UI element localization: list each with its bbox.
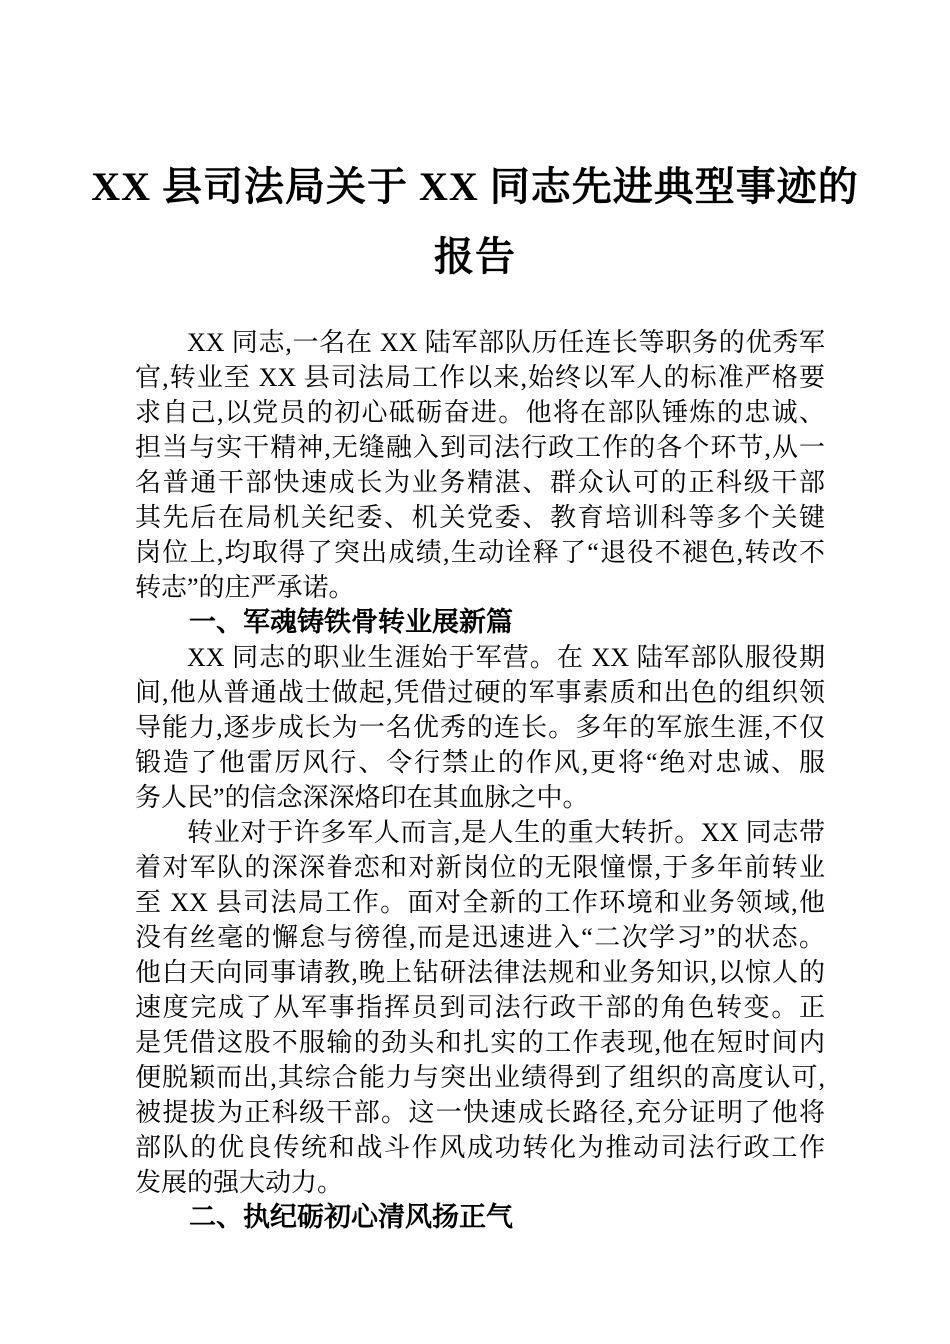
body-line: 没有丝毫的懈怠与徬徨,而是迅速进入“二次学习”的状态。 xyxy=(135,923,825,952)
document-title-line-1: XX 县司法局关于 XX 同志先进典型事迹的 xyxy=(91,164,859,209)
body-line: 间,他从普通战士做起,凭借过硬的军事素质和出色的组织领 xyxy=(135,678,825,707)
body-line: 是凭借这股不服输的劲头和扎实的工作表现,他在短时间内 xyxy=(135,1028,825,1057)
body-line: 名普通干部快速成长为业务精湛、群众认可的正科级干部 xyxy=(135,468,825,497)
body-line: 至 XX 县司法局工作。面对全新的工作环境和业务领域,他 xyxy=(135,888,825,917)
body-line: 速度完成了从军事指挥员到司法行政干部的角色转变。正 xyxy=(135,993,825,1022)
body-line: 部队的优良传统和战斗作风成功转化为推动司法行政工作 xyxy=(135,1133,825,1162)
body-line: 务人民”的信念深深烙印在其血脉之中。 xyxy=(135,783,589,812)
body-line: 他白天向同事请教,晚上钻研法律法规和业务知识,以惊人的 xyxy=(135,958,825,987)
body-line: 转志”的庄严承诺。 xyxy=(135,573,355,602)
body-line: 便脱颖而出,其综合能力与突出业绩得到了组织的高度认可, xyxy=(135,1063,825,1092)
section-heading-2: 二、执纪砺初心清风扬正气 xyxy=(189,1202,513,1232)
body-line: 被提拔为正科级干部。这一快速成长路径,充分证明了他将 xyxy=(135,1098,825,1127)
body-line: 发展的强大动力。 xyxy=(135,1168,344,1197)
body-line: 导能力,逐步成长为一名优秀的连长。多年的军旅生涯,不仅 xyxy=(135,713,825,742)
body-line: 着对军队的深深眷恋和对新岗位的无限憧憬,于多年前转业 xyxy=(135,853,825,882)
section-heading-1: 一、军魂铸铁骨转业展新篇 xyxy=(189,607,513,637)
document-title xyxy=(0,0,950,292)
body-line: 担当与实干精神,无缝融入到司法行政工作的各个环节,从一 xyxy=(135,433,825,462)
body-line: 其先后在局机关纪委、机关党委、教育培训科等多个关键 xyxy=(135,503,825,532)
document-title-line-2: 报告 xyxy=(434,234,516,279)
body-line: XX 同志,一名在 XX 陆军部队历任连长等职务的优秀军 xyxy=(187,328,825,357)
body-line: 官,转业至 XX 县司法局工作以来,始终以军人的标准严格要 xyxy=(135,363,825,392)
body-line: 转业对于许多军人而言,是人生的重大转折。XX 同志带 xyxy=(187,818,825,847)
body-line: 岗位上,均取得了突出成绩,生动诠释了“退役不褪色,转改不 xyxy=(135,538,825,567)
body-line: XX 同志的职业生涯始于军营。在 XX 陆军部队服役期 xyxy=(187,643,825,672)
document-body xyxy=(135,325,825,1235)
body-line: 锻造了他雷厉风行、令行禁止的作风,更将“绝对忠诚、服 xyxy=(135,748,825,777)
body-line: 求自己,以党员的初心砥砺奋进。他将在部队锤炼的忠诚、 xyxy=(135,398,825,427)
